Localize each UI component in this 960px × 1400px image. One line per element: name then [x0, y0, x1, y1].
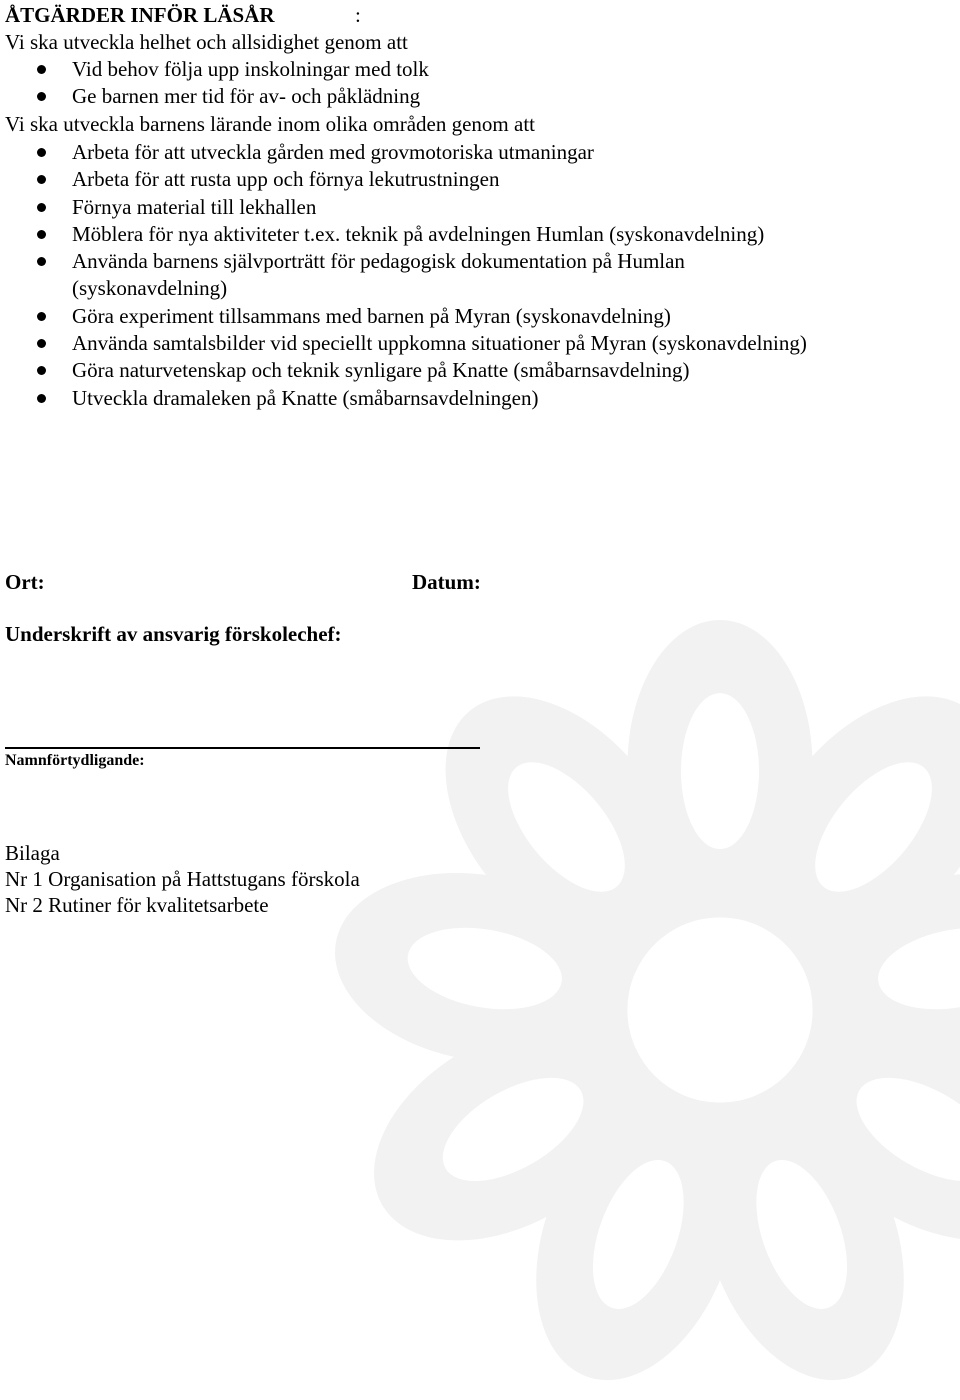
list-item: [0, 357, 872, 384]
bullet-icon: [37, 394, 46, 403]
appendix-item: Nr 2 Rutiner för kvalitetsarbete: [5, 893, 269, 917]
signature-line: [5, 747, 480, 749]
list-item: [0, 221, 872, 248]
list-item-text: Göra naturvetenskap och teknik synligare på Knatte (småbarnsavdelning): [72, 358, 690, 383]
bullet-icon: [37, 230, 46, 239]
section-intro-holistic: Vi ska utveckla helhet och allsidighet genom att: [5, 30, 408, 54]
bullet-icon: [37, 65, 46, 74]
section-intro-learning: Vi ska utveckla barnens lärande inom olika områden genom att: [5, 112, 535, 136]
list-item-text: Utveckla dramaleken på Knatte (småbarnsavdelningen): [72, 385, 539, 410]
list-item: [0, 139, 872, 166]
list-item-text: Använda barnens självporträtt för pedagogisk dokumentation på Humlan (syskonavdelning): [72, 249, 685, 301]
bullet-list-learning: [0, 139, 872, 412]
bullet-icon: [37, 148, 46, 157]
list-item: [0, 330, 872, 357]
bullet-icon: [37, 257, 46, 266]
name-clarification-label: Namnförtydligande:: [5, 752, 145, 769]
list-item-text: Arbeta för att rusta upp och förnya lekutrustningen: [72, 167, 500, 192]
appendix-item: Nr 1 Organisation på Hattstugans förskola: [5, 867, 360, 891]
title-colon: :: [355, 3, 361, 27]
list-item: [0, 166, 872, 193]
list-item-text: Arbeta för att utveckla gården med grovmotoriska utmaningar: [72, 140, 594, 164]
appendix-heading: Bilaga: [5, 841, 60, 865]
bullet-icon: [37, 312, 46, 321]
list-item: [0, 303, 872, 330]
list-item-text: Göra experiment tillsammans med barnen på Myran (syskonavdelning): [72, 303, 671, 328]
appendix: [5, 840, 360, 918]
list-item-text: Möblera för nya aktiviteter t.ex. teknik på avdelningen Humlan (syskonavdelning): [72, 221, 765, 246]
bullet-icon: [37, 366, 46, 375]
list-item: [0, 56, 872, 83]
bullet-icon: [37, 339, 46, 348]
list-item-text: Vid behov följa upp inskolningar med tolk: [72, 57, 429, 81]
signer-label: Underskrift av ansvarig förskolechef:: [5, 622, 342, 646]
list-item-text: Ge barnen mer tid för av- och påklädning: [72, 84, 421, 109]
date-label: Datum:: [412, 570, 481, 594]
document-title: ÅTGÄRDER INFÖR LÄSÅR: [5, 3, 275, 27]
list-item: [0, 194, 872, 221]
list-item: [0, 248, 737, 303]
list-item-text: Förnya material till lekhallen: [72, 194, 317, 219]
bullet-icon: [37, 92, 46, 101]
place-label: Ort:: [5, 570, 45, 594]
list-item: [0, 385, 872, 412]
bullet-list-holistic: [0, 56, 872, 111]
bullet-icon: [37, 203, 46, 212]
list-item: [0, 83, 872, 110]
list-item-text: Använda samtalsbilder vid speciellt uppkomna situationer på Myran (syskonavdelning): [72, 331, 807, 356]
bullet-icon: [37, 175, 46, 184]
